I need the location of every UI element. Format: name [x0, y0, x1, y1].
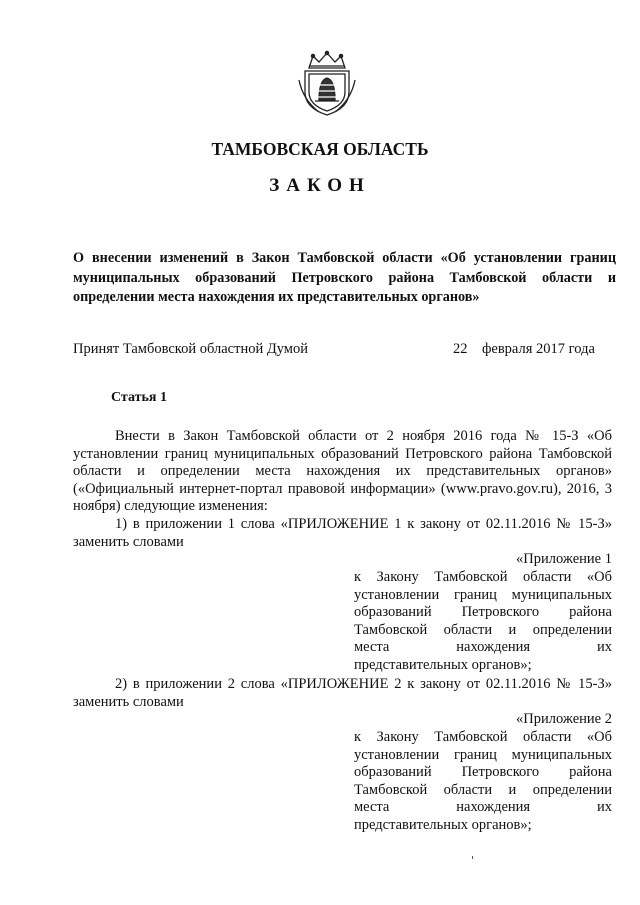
annex-heading-1: «Приложение 1: [516, 551, 612, 567]
annex-line: установлении границ муниципальных: [354, 746, 612, 763]
coat-of-arms-icon: [297, 50, 357, 118]
adoption-date: [453, 341, 595, 358]
annex-line: к Закону Тамбовской области «Об: [354, 569, 612, 585]
annex-line: представительных органов»;: [354, 656, 532, 673]
annex-line: представительных органов»;: [354, 816, 532, 833]
annex-line: образований Петровского района: [354, 604, 612, 621]
annex-line: образований Петровского района: [354, 764, 612, 781]
annex-text-2: [354, 729, 612, 835]
annex-heading-2: «Приложение 2: [516, 711, 612, 727]
article-heading: Статья 1: [111, 390, 167, 405]
annex-text-1: [354, 569, 612, 675]
amendment-item-1: 1) в приложении 1 слова «ПРИЛОЖЕНИЕ 1 к закону от 02.11.2016 № 15-З» заменить словами: [73, 516, 612, 550]
annex-line: установлении границ муниципальных: [354, 586, 612, 603]
article-intro: Внести в Закон Тамбовской области от 2 ноября 2016 года № 15-З «Об установлении границ муниципальных образований Петровского района Тамбовской области и определении места нахождения их представительных органов» («Официальный интернет-портал правовой информации» (www.pravo.gov.ru), 2016, 3 ноября) следующие изменения:: [73, 428, 612, 515]
adopted-by: Принят Тамбовской областной Думой: [73, 341, 308, 357]
annex-line: места нахождения их: [354, 639, 612, 656]
law-title: О внесении изменений в Закон Тамбовской области «Об установлении границ муниципальных образований Петровского района Тамбовской области и определении места нахождения их представительных органов»: [73, 250, 616, 305]
annex-line: места нахождения их: [354, 799, 612, 816]
adoption-month-year: февраля 2017 года: [482, 341, 595, 357]
annex-line: к Закону Тамбовской области «Об: [354, 729, 612, 745]
annex-line: Тамбовской области и определении: [354, 781, 612, 798]
scan-mark: [472, 856, 473, 859]
amendment-item-2: 2) в приложении 2 слова «ПРИЛОЖЕНИЕ 2 к закону от 02.11.2016 № 15-З» заменить словами: [73, 676, 612, 710]
annex-line: Тамбовской области и определении: [354, 621, 612, 638]
document-type: ЗАКОН: [269, 175, 371, 196]
region-name: ТАМБОВСКАЯ ОБЛАСТЬ: [211, 139, 429, 159]
adoption-day: 22: [453, 341, 468, 357]
